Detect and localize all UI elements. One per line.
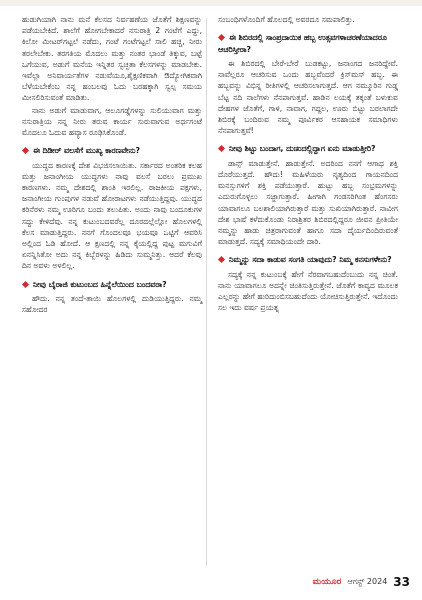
- bullet-diamond-icon: [218, 145, 225, 152]
- left-paragraph-3: ಯುದ್ಧದ ಕಾರಣಕ್ಕೆ ದೇಶ ವಿಭಜಿಸಲಾಯಿತು. ಸರ್ಕಾರದ ಅಂತರಿಕ ಕಲಹ ಮತ್ತು ಜನಾಂಗೀಯ ಯುದ್ಧಗಳು ನಾವು ವಲಸೆ ಬರಲು ಪ್ರಮುಖ ಕಾರಣಗಳು. ನಮ್ಮ ದೇಶದಲ್ಲಿ ಶಾಂತಿ ಇರಲಿಲ್ಲ. ರಾಜಕೀಯ ಪಕ್ಷಗಳು, ಜನಾಂಗೀಯ ಗುಂಪುಗಳ ನಡುವೆ ಹೋರಾಟಗಳು ನಡೆಯುತ್ತಿದ್ದವು. ಯುದ್ಧದ ಕರಿನೆರಳು ನಮ್ಮ ಊರಿಗೂ ಬಂದು ತಲುಪಿತು. ಅಂದು ನಾವು ಬಂದೂಕುಗಳ ಸದ್ದು ಕೇಳಿದೆವು. ನನ್ನ ಕುಟುಂಬದವರೆಲ್ಲ ದೂರದಲ್ಲೆಲ್ಲೋ ಹೊಲಗಳಲ್ಲಿ ಕೆಲಸ ಮಾಡುತ್ತಿದ್ದರು. ನನಗೆ ಗೊಂದಲವೂ ಭಯವೂ ಒಟ್ಟಿಗೆ ಆವರಿಸಿ ಅಲ್ಲಿಂದ ಓಡಿ ಹೋದೆ. ಆ ಕ್ಷಣದಲ್ಲಿ ನನ್ನ ಕೈಯಲ್ಲಿದ್ದ ಪುಟ್ಟ ಮಗುವಿಗೆ ಏನನ್ನಿಸಿತೋ ಅದು ನನ್ನ ಕಿಬ್ಬೆರಳನ್ನು ಹಿಡಿದು ಸುಮ್ಮನಿತ್ತು. ಆದರೆ ಕೆಲವು ದಿನ ಅವಳು ಅಳಲಿಲ್ಲ.: [22, 160, 202, 271]
- right-paragraph-1: ಸಂಬಂಧಿಗಳೊಂದಿಗೆ ಹೊಲದಲ್ಲಿ ಅವರದೂ ಸಮಪಾಲಿತ್ತು.: [218, 15, 355, 24]
- left-paragraph-2: ನಾನು ಅಡುಗೆ ಮಾಡುವಾಗ, ಆಲೂಗಡ್ಡೆಗಳನ್ನು ಸುಲಿಯುವಾಗ ಮತ್ತು ನಸುರಾತ್ರಿಯ ನನ್ನ ನೀರು ತರುವ ಕಾರ್ಯ ಸುರುವಾಗುವ ಅರ್ಧಗಂಟೆ ಮೊದಲೂ ಓದುವ ಹವ್ಯಾಸ ರೂಢಿಸಿಕೊಂಡೆ.: [22, 105, 202, 138]
- right-paragraph-2: ಈ ಶಿಬಿರದಲ್ಲಿ ಬೇರೆ-ಬೇರೆ ಬುಡಕಟ್ಟು, ಜನಾಂಗದ ಜನರಿದ್ದೇವೆ. ನಾವೆಲ್ಲರೂ ಆಚರಿಸುವ ಒಂದು ಹಬ್ಬವೆಂದರೆ ಕ್ರಿಸ್‌ಮಸ್ ಹಬ್ಬ. ಈ ಹಬ್ಬವನ್ನು ವಿಭಿನ್ನ ರೀತಿಗಳಲ್ಲಿ ಆಚರಿಸಲಾಗುತ್ತದೆ. ಆಗ ನಮ್ಮೂರಿನ ಗುಡ್ಡ ಬೆಟ್ಟ ನದಿ ನಾಲೆಗಳು ನೆನಪಾಗುತ್ತವೆ. ಹಾಡಿನ ಲಯಕ್ಕೆ ತಕ್ಕಂತೆ ಬಳುಕುವ ದೇಹಗಳ ಜೊತೆಗೆ, ಗಾಳಿ, ನಾವಾಗ, ಗದ್ದಲ, ಊರು ಬಿಟ್ಟು ಬರಲಾಗದೇ ಶಿಬಿರಕ್ಕೆ ಬಂದಿರುವ ನಮ್ಮ ಪೂರ್ವಿಕರ ಆಸಹಾಯಕ ಸಮಾಧಿಗಳು ನೆನಪಾಗುತ್ತವೆ!: [218, 59, 398, 136]
- bullet-diamond-icon: [218, 34, 225, 41]
- question-heading: [218, 143, 398, 154]
- left-column: [22, 14, 202, 316]
- question-heading: [22, 279, 202, 290]
- magazine-name: ಮಯೂರ: [312, 577, 342, 587]
- question-text: ಈ ದಿಡೀರ್ ವಲಸೆಗೆ ಮುಖ್ಯ ಕಾರಣವೇನು?: [33, 146, 140, 156]
- question-heading: [22, 145, 202, 156]
- top-strip: [0, 0, 422, 6]
- right-paragraph-4: ಸದ್ಯಕ್ಕೆ ನನ್ನ ಕುಟುಂಬಕ್ಕೆ ಹೇಗೆ ನೆರವಾಗಬಹುದೆಂಬುದು ನನ್ನ ಚಿಂತೆ. ನಾನು ಯಾವಾಗಲೂ ಅದನ್ನೇ ಚಿಂತಿಸುತ್ತಿರುತ್ತೇನೆ. ಜೊತೆಗೆ ಕಾವ್ಯದ ಮೂಲಕ ಎಲ್ಲರನ್ನು ಹೇಗೆ ಹುರಿದುಂಬಿಸಬಹುದೆಂದು ಯೋಚಿಸುತ್ತಿರುತ್ತೇನೆ. ಇದೊಂದು ಸಲ ಇದು ವರ್ಷ ಪ್ರಯತ್ನ: [218, 269, 398, 313]
- issue-date: ಆಗಸ್ಟ್ 2024: [347, 577, 388, 586]
- question-text: ನೀವು ಶಿಟ್ಟು ಬಂದಾಗ, ದುಃಖದಲ್ಲಿದ್ದಾಗ ಏನು ಮಾಡುತ್ತೀರಿ?: [229, 144, 376, 154]
- right-column: [218, 14, 398, 315]
- right-paragraph-3: ಡಾನ್ಸ್ ಮಾಡುತ್ತೇನೆ. ಹಾಡುತ್ತೇನೆ. ಅದರಿಂದ ನನಗೆ ಆಗಾಧ ಶಕ್ತಿ ದೊರೆಯುತ್ತದೆ. ಹೌದು! ಮಹಿಳೆಯರು ನೃತ್ಯದಿಂದ ಗಾಯನದಿಂದ ಮನಸ್ಸುಗಳಿಗೆ ಶಕ್ತಿ ಪಡೆಯುತ್ತಾರೆ. ಹುಟ್ಟು ಹಬ್ಬ ಸಂಭ್ರಮಗಳನ್ನು ಎದುರುಗೊಳ್ಳಲು ಸಜ್ಜಾಗುತ್ತಾರೆ. ಹೀಗಾಗಿ ಗಂಡಸರಿಗಿಂತ ಹೆಂಗಸರು ಯಾವಾಗಲೂ ಬಲಶಾಲಿಯಾಗಿರುತ್ತಾರೆ ಮತ್ತು ಸುಖಿಯಾಗಿರುತ್ತಾರೆ. ನಾವೀಗ ದೇಶ ಭಾಷೆ ಕಳೆದುಕೊಂಡು ನಿರಾಶ್ರಿತರ ಶಿಬಿರದಲ್ಲಿದ್ದರೂ ಜೀವನ ಪ್ರೀತಿಯೇ ನಮ್ಮನ್ನು ಹಾಡು ಚಿತ್ರರಾಗುವಂತೆ ಹಾಗೂ ಸದಾ ದೈರ್ಯದಿಂದಿರುವಂತೆ ಮಾಡುತ್ತದೆ. ಸದ್ಯಕ್ಕೆ ಸಮಾಧಿಯಂದೇ ದಾರಿ.: [218, 158, 398, 247]
- question-heading: [218, 254, 398, 265]
- question-text: ನಿಮ್ಮನ್ನು ಸದಾ ಕಾಡುವ ಸಂಗತಿ ಯಾವುದು? ನಿಮ್ಮ ಕನಸುಗಳೇನು?: [229, 255, 392, 265]
- left-paragraph-4: ಹೌದು. ನನ್ನ ತಂದೆ-ತಾಯಿ ಹೊಲಗಳಲ್ಲಿ ದುಡಿಯುತ್ತಿದ್ದರು. ನಮ್ಮ ಸಹೋದರ: [22, 294, 202, 315]
- column-divider: [206, 18, 207, 566]
- question-text: ನೀವು ಬೈರಾಜಿ ಕುಟುಂಬದ ಹಿನ್ನೆಲೆಯಿಂದ ಬಂದವರಾ?: [33, 279, 167, 289]
- question-heading: [218, 32, 398, 55]
- bullet-diamond-icon: [22, 281, 29, 288]
- bullet-diamond-icon: [218, 256, 225, 263]
- left-paragraph-1: ಹುಡುಗಿಯಾಗಿ ನಾನು ಮನೆ ಕೆಲಸದ ನಿರ್ವಹಣೆಯ ಜೊತೆಗೆ ಶಿಕ್ಷಣವನ್ನು ಪಡೆಯಬೇಕಿದೆ. ಶಾಲೆಗೆ ಹೋಗಬೇಕಾದರೆ ನಸುರಾತ್ರಿ 2 ಗಂಟೆಗೆ ಎದ್ದು, ಕಿಲೋ ಮೀಟರ್‌ಗಟ್ಟಲೆ ನಡೆದು, ಗಂಟೆ ಗಂಟೆಗಟ್ಟಲೆ ಸಾಲಿ ಹಚ್ಚಿ, ನೀರು ತರಲೇಬೇಕು. ತರಗತಿಯ ಮೊದಲು ಮತ್ತು ನಂತರ ಭಾಂಡೆ ತಿಕ್ಕುವ, ಬಟ್ಟೆ ಒಗೆಯುವ, ಅಡುಗೆ ಮನೆಯ ಇನ್ನಿತರ ಸ್ವಚ್ಛತಾ ಕೆಲಸಗಳನ್ನು ಮಾಡಬೇಕು. ಇವೆಲ್ಲಾ ಅನಿವಾರ್ಯತೆಗಳ ನಡುವೆಯೂ,ಶೈಕ್ಷಣಿಕವಾಗಿ ಔದ್ಯೋಗಿಕವಾಗಿ ಬೆಳೆಯಬೇಕೆಂಬ ನನ್ನ ಹಂಬಲವು ಓದು ಬರಹಕ್ಕಾಗಿ ಸ್ವಲ್ಪ ಸಮಯ ಮೀಸಲಿರಿಸುವಂತೆ ಮಾಡಿತು.: [22, 15, 202, 103]
- question-text: ಈ ಶಿಬಿರದಲ್ಲಿ ಸಾಂಪ್ರದಾಯಿಕ ಹಬ್ಬ ಉತ್ಸವಗಳಾಚರಣೆಯಾದರೂ ಆಚರಿಸ್ತೀರಾ?: [218, 33, 387, 54]
- bullet-diamond-icon: [22, 147, 29, 154]
- page-footer: [218, 573, 410, 591]
- page-number: 33: [393, 575, 410, 589]
